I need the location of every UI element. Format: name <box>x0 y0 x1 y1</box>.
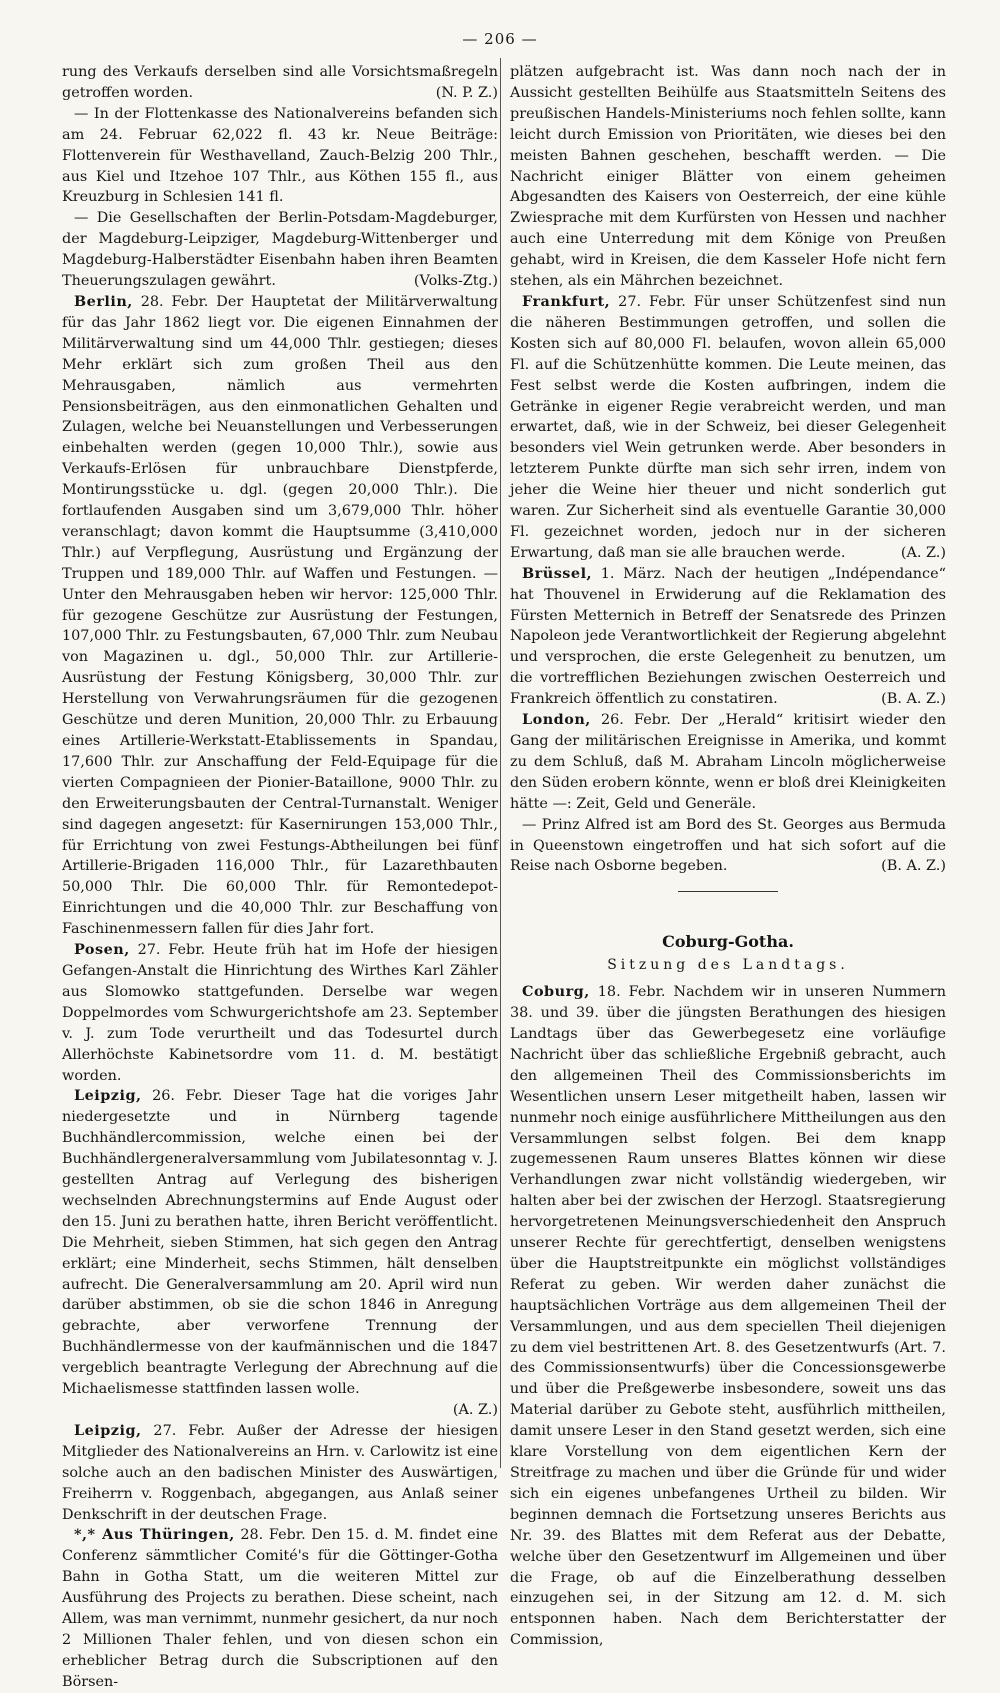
dateline: Frankfurt, <box>522 292 611 310</box>
paragraph-text: 26. Febr. Dieser Tage hat die voriges Jahr niedergesetzte und in Nürnberg tagende Buchhändlercommission, welche einen bei der Buchhändlergeneralversammlung vom Jubilatesonntag v. J. gestellten Antrag auf Verlegung des bisherigen wechselnden Abrechnungstermins auf Ende August oder den 15. Juni zu berathen hatte, ihren Bericht veröffentlicht. Die Mehrheit, sieben Stimmen, hat sich gegen den Antrag erklärt; eine Minderheit, sechs Stimmen, hält denselben aufrecht. Die Generalversammlung am 20. April wird nun darüber abstimmen, ob sie die schon 1846 in Anregung gebrachte, aber verworfene Trennung der Buchhändlermesse von der kaufmännischen und die 1847 vergeblich beantragte Verlegung der Abrechnung auf die Michaelismesse stattfinden lassen wolle. <box>62 1088 498 1398</box>
article-berlin <box>62 292 498 940</box>
dateline: Leipzig, <box>74 1421 142 1439</box>
source-citation: (Volks-Ztg.) <box>413 273 498 290</box>
article-bruessel <box>510 564 946 710</box>
paragraph-text: 26. Febr. Der „Herald“ kritisirt wieder den Gang der militärischen Ereignisse in Amerika, und kommt zu dem Schluß, daß M. Abraham Lincoln möglicherweise den Süden erobern könnte, wenn er bloß drei Kleinigkeiten hätte —: Zeit, Geld und Generäle. <box>510 712 947 812</box>
article-posen <box>62 940 498 1086</box>
paragraph-text: 1. März. Nach der heutigen „Indépendance“ hat Thouvenel in Erwiderung auf die Reklamation des Fürsten Metternich in Betreff der Senatsrede des Prinzen Napoleon jede Verantwortlichkeit der Regierung abgelehnt und versprochen, die erste Gelegenheit zu benutzen, um die vortrefflichen Beziehungen zwischen Oesterreich und Frankreich öffentlich zu constatiren. <box>510 565 946 708</box>
right-column <box>510 62 946 1651</box>
paragraph-text: plätzen aufgebracht ist. Was dann noch nach der in Aussicht gestellten Beihülfe aus Staatsmitteln Seitens des preußischen Handels-Ministeriums noch fehlen sollte, kann leicht durch Emission von Prioritäten, wie dieses bei den meisten Bahnen geschehen, beschafft werden. — Die Nachricht einiger Blätter von einem geheimen Abgesandten des Kaisers von Oesterreich, der eine kühle Zwiesprache mit dem Kurfürsten von Hessen und nachher auch eine Unterredung mit dem Könige von Preußen gehabt, wird in Kreisen, die dem Kasseler Hofe nicht fern stehen, als ein Mährchen bezeichnet. <box>510 64 946 290</box>
paragraph-text: — Die Gesellschaften der Berlin-Potsdam-Magdeburger, der Magdeburg-Leipziger, Magdeburg-Wittenberger und Magdeburg-Halberstädter Eisenbahn haben ihren Beamten Theuerungszulagen gewährt. <box>62 210 498 290</box>
dateline: Brüssel, <box>522 564 593 582</box>
source-citation: (N. P. Z.) <box>435 84 498 101</box>
dateline: London, <box>522 711 591 729</box>
dateline: Leipzig, <box>74 1087 142 1105</box>
section-divider <box>678 891 778 892</box>
article-frankfurt <box>510 292 946 564</box>
dateline: Posen, <box>74 941 130 959</box>
paragraph-text: 27. Febr. Heute früh hat im Hofe der hiesigen Gefangen-Anstalt die Hinrichtung des Wirthes Karl Zähler aus Slomowko stattgefunden. Derselbe war wegen Doppelmordes vom Schwurgerichtshofe am 23. September v. J. zum Tode verurtheilt und das Todesurtel durch Allerhöchste Kabinetsordre vom 11. d. M. bestätigt worden. <box>62 942 498 1084</box>
article-paragraph <box>62 62 498 104</box>
source-citation: (A. Z.) <box>900 544 946 561</box>
paragraph-text: — Prinz Alfred ist am Bord des St. Georges aus Bermuda in Queenstown eingetroffen und hat sich sofort auf die Reise nach Osborne begeben. <box>510 816 946 875</box>
paragraph-text: 28. Febr. Den 15. d. M. findet eine Conferenz sämmtlicher Comité's für die Göttinger-Gotha Bahn in Gotha Statt, um die weiteren Mittel zur Ausführung des Projects zu berathen. Diese scheint, nach Allem, was man vernimmt, nunmehr gesichert, da nur noch 2 Millionen Thaler fehlen, und von diesen schon ein erheblicher Betrag durch die Subscriptionen auf den Börsen- <box>62 1527 498 1690</box>
article-paragraph <box>510 815 946 878</box>
article-thueringen <box>62 1525 498 1692</box>
article-paragraph <box>62 208 498 292</box>
article-paragraph <box>510 62 946 292</box>
article-paragraph <box>62 104 498 209</box>
dateline: *,* Aus Thüringen, <box>74 1526 235 1544</box>
paragraph-text: rung des Verkaufs derselben sind alle Vorsichtsmaßregeln getroffen worden. <box>62 64 498 101</box>
section-subtitle: Sitzung des Landtags. <box>607 957 849 974</box>
paragraph-text: 27. Febr. Außer der Adresse der hiesigen Mitglieder des Nationalvereins an Hrn. v. Carlowitz ist eine solche auch an den badischen Minister des Auswärtigen, Freiherrn v. Roggenbach, abgegangen, aus Anlaß seiner Denkschrift in der deutschen Frage. <box>62 1422 499 1523</box>
article-coburg <box>510 982 946 1651</box>
paragraph-text: — In der Flottenkasse des Nationalvereins befanden sich am 24. Februar 62,022 fl. 43 kr. Neue Beiträge: Flottenverein für Westhavelland, Zauch-Belzig 200 Thlr., aus Kiel und Itzehoe 107 Thlr., aus Köthen 155 fl., aus Kreuzburg in Schlesien 141 fl. <box>62 105 498 206</box>
section-title: Coburg-Gotha. <box>662 932 794 952</box>
article-london <box>510 710 946 815</box>
article-leipzig-27 <box>62 1421 498 1526</box>
left-column <box>62 62 498 1693</box>
paragraph-text: 27. Febr. Für unser Schützenfest sind nun die näheren Bestimmungen getroffen, und sollen die Kosten sich auf 80,000 Fl. belaufen, wovon allein 65,000 Fl. auf die Schützenhütte kommen. Die Leute meinen, das Fest selbst werde die Kosten aufbringen, indem die Getränke in eigener Regie verabreicht werden, und man erwartet, daß, wie in der Schweiz, bei dieser Gelegenheit besonders viel Wein getrunken werde. Aber besonders in letzterem Punkte dürfte man sich sehr irren, indem von jeher die Weine hier theuer und nicht sonderlich gut waren. Zur Sicherheit sind als eventuelle Garantie 30,000 Fl. gezeichnet worden, jedoch nur in der sicheren Erwartung, daß man sie alle brauchen werde. <box>510 293 946 561</box>
dateline: Coburg, <box>522 983 590 1001</box>
article-leipzig-26 <box>62 1086 498 1421</box>
page-number: — 206 — <box>462 30 538 48</box>
paragraph-text: 18. Febr. Nachdem wir in unseren Nummern 38. und 39. über die jüngsten Berathungen des hiesigen Landtags über das Gewerbegesetz eine vorläufige Nachricht über das schließliche Ergebniß gebracht, auch den allgemeinen Theil des Commissionsberichts im Wesentlichen unsern Leser mitgetheilt haben, lassen wir nunmehr noch einige ausführlichere Mittheilungen aus den Versammlungen selbst folgen. Bei dem knapp zugemessenen Raum unseres Blattes können wir diese Verhandlungen zwar nicht vollständig wiedergeben, wir halten aber bei der zwischen der Herzogl. Staatsregierung hervorgetretenen Meinungsverschiedenheit den Anspruch unserer Rechte für gerechtfertigt, denselben wenigstens über die Hauptstreitpunkte ein möglichst vollständiges Referat zu geben. Wir werden daher zunächst die hauptsächlichen Vorträge aus dem allgemeinen Theil der Versammlungen, und aus dem speciellen Theil diejenigen zu dem viel bestrittenen Art. 8. des Gesetzentwurfs (Art. 7. des Commissionsentwurfs) über die Concessionsgewerbe und über die Preßgewerbe insbesondere, soweit uns das Material darüber zu Gebote steht, ausführlich mittheilen, damit unsere Leser in den Stand gesetzt werden, sich eine klare Vorstellung von dem eigentlichen Kern der Streitfrage zu machen und über die Gründe für und wider sich ein eigenes unbefangenes Urtheil zu bilden. Wir beginnen demnach die Fortsetzung unseres Berichts aus Nr. 39. des Blattes mit dem Referat aus der Debatte, welche über den Gesetzentwurf im Allgemeinen und über die Frage, ob auf die Einzelberathung desselben einzugehen sei, in der Sitzung am 12. d. M. sich entsponnen haben. Nach dem Berichterstatter der Commission, <box>510 984 947 1649</box>
dateline: Berlin, <box>74 292 133 310</box>
source-citation: (B. A. Z.) <box>881 691 946 708</box>
source-citation: (A. Z.) <box>452 1402 498 1418</box>
paragraph-text: 28. Febr. Der Hauptetat der Militärverwaltung für das Jahr 1862 liegt vor. Die eigenen Einnahmen der Militärverwaltung sind um 44,000 Thlr. gestiegen; dieses Mehr erklärt sich zum großen Theil aus den Mehrausgaben, nämlich aus vermehrten Pensionsbeiträgen, aus den einmonatlichen Gehalten und Zulagen, welche bei Neuanstellungen und Verbesserungen einbehalten werden (gegen 10,000 Thlr.), sowie aus Verkaufs-Erlösen für unbrauchbare Dienstpferde, Montirungsstücke u. dgl. (gegen 20,000 Thlr.). Die fortlaufenden Ausgaben sind um 3,679,000 Thlr. höher veranschlagt; davon kommt die Hauptsumme (3,410,000 Thlr.) auf Verpflegung, Ausrüstung und Ergänzung der Truppen und 189,000 Thlr. auf Waffen und Festungen. — Unter den Mehrausgaben heben wir hervor: 125,000 Thlr. für gezogene Geschütze zur Ausrüstung der Festungen, 107,000 Thlr. zu Festungsbauten, 67,000 Thlr. zum Neubau von Magazinen u. dgl., 50,000 Thlr. zur Artillerie-Ausrüstung der Festung Königsberg, 30,000 Thlr. zur Herstellung von Verwahrungsräumen für die gezogenen Geschütze und deren Munition, 20,000 Thlr. zu Erbauung eines Artillerie-Werkstatt-Etablissements in Spandau, 17,600 Thlr. zur Anschaffung der Feld-Equipage für die vierten Compagnieen der Pionier-Bataillone, 9000 Thlr. zu den Erweiterungsbauten der Central-Turnanstalt. Weniger sind dagegen angesetzt: für Kasernirungen 153,000 Thlr., für Errichtung von zwei Festungs-Abtheilungen bei fünf Artillerie-Brigaden 116,000 Thlr., für Lazarethbauten 50,000 Thlr. Die 60,000 Thlr. für Remontedepot-Einrichtungen und die 40,000 Thlr. zur Beschaffung von Faschinenmessern fallen für dies Jahr fort. <box>62 293 498 938</box>
source-citation: (B. A. Z.) <box>881 858 946 875</box>
column-divider <box>500 58 501 1468</box>
